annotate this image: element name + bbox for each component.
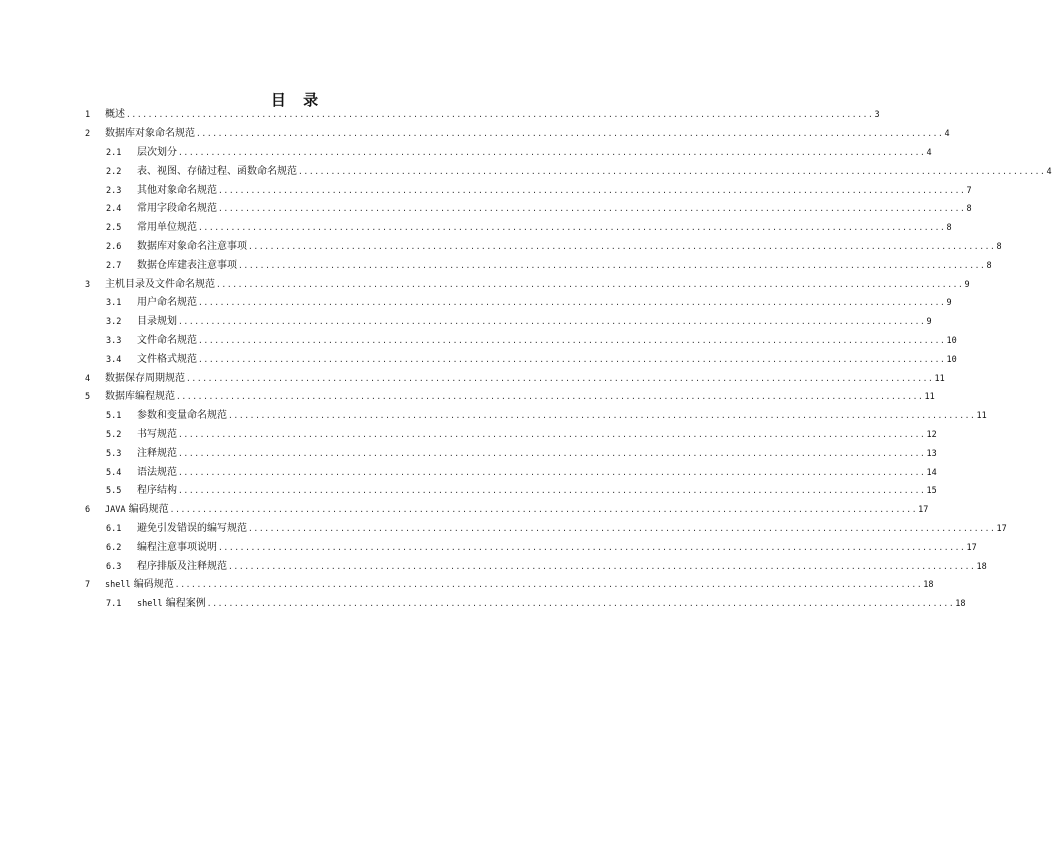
toc-entry-number: 3.2 — [106, 317, 122, 328]
toc-entry[interactable] — [106, 256, 992, 275]
toc-entry-number: 6 — [85, 505, 91, 516]
toc-entry-page-number: 17 — [918, 505, 929, 516]
toc-dot-leader: .......................................................................................................................................... — [298, 166, 1046, 176]
toc-entry[interactable] — [106, 520, 1007, 539]
toc-entry[interactable] — [106, 595, 966, 614]
toc-entry[interactable] — [106, 144, 932, 163]
toc-entry[interactable] — [85, 125, 950, 144]
toc-dot-leader: .......................................................................................................................................... — [218, 542, 966, 552]
toc-entry-page-number: 11 — [976, 411, 987, 422]
toc-entry-label: 层次划分 — [137, 146, 177, 158]
toc-entry-number: 5.4 — [106, 467, 122, 478]
toc-entry-label: 数据库对象命名规范 — [105, 128, 195, 140]
toc-entry-number: 7.1 — [106, 599, 122, 610]
toc-entry-page-number: 18 — [923, 580, 934, 591]
toc-dot-leader: .......................................................................................................................................... — [178, 467, 926, 477]
toc-entry-number: 3.3 — [106, 335, 122, 346]
toc-entry-label: JAVA 编码规范 — [105, 504, 169, 516]
toc-entry[interactable] — [106, 313, 932, 332]
toc-entry-number: 5.1 — [106, 411, 122, 422]
toc-entry[interactable] — [106, 294, 952, 313]
toc-entry[interactable] — [85, 106, 880, 125]
toc-entry-page-number: 11 — [924, 392, 935, 403]
toc-entry[interactable] — [106, 444, 937, 463]
toc-dot-leader: .......................................................................................................................................... — [178, 486, 926, 496]
toc-entry[interactable] — [106, 538, 977, 557]
toc-entry[interactable] — [106, 200, 972, 219]
toc-entry[interactable] — [85, 501, 929, 520]
toc-entry-number: 2.1 — [106, 147, 122, 158]
toc-entry-page-number: 10 — [946, 335, 957, 346]
toc-dot-leader: .......................................................................................................................................... — [218, 204, 966, 214]
toc-entry[interactable] — [106, 181, 972, 200]
toc-entry-number: 2.4 — [106, 204, 122, 215]
toc-entry-label: 编程注意事项说明 — [137, 541, 217, 553]
toc-entry-page-number: 8 — [946, 223, 952, 234]
toc-entry[interactable] — [106, 426, 937, 445]
toc-entry[interactable] — [85, 576, 934, 595]
toc-dot-leader: .......................................................................................................................................... — [228, 411, 976, 421]
toc-entry-page-number: 11 — [934, 373, 945, 384]
toc-entry-label: shell 编码规范 — [105, 579, 174, 591]
toc-entry-label: 概述 — [105, 109, 125, 121]
toc-dot-leader: .......................................................................................................................................... — [206, 599, 955, 609]
toc-entry-number: 5 — [85, 392, 91, 403]
toc-dot-leader: .......................................................................................................................................... — [196, 129, 944, 139]
toc-entry-label: 文件格式规范 — [137, 353, 197, 365]
toc-entry-number: 3.4 — [106, 354, 122, 365]
toc-entry-number: 6.3 — [106, 561, 122, 572]
toc-entry-label: 数据仓库建表注意事项 — [137, 259, 237, 271]
toc-entry[interactable] — [85, 388, 935, 407]
toc-dot-leader: .......................................................................................................................................... — [178, 317, 926, 327]
toc-entry-page-number: 8 — [966, 204, 972, 215]
toc-entry-label: 常用字段命名规范 — [137, 203, 217, 215]
toc-entry-page-number: 15 — [926, 486, 937, 497]
toc-entry-number: 3 — [85, 279, 91, 290]
toc-entry-page-number: 7 — [966, 185, 972, 196]
toc-entry-page-number: 13 — [926, 448, 937, 459]
toc-dot-leader: .......................................................................................................................................... — [178, 448, 926, 458]
toc-entry-label: 数据库编程规范 — [105, 391, 175, 403]
toc-entry-page-number: 4 — [1046, 166, 1052, 177]
toc-entry-page-number: 17 — [996, 523, 1007, 534]
toc-entry-label: 数据库对象命名注意事项 — [137, 240, 247, 252]
toc-entry[interactable] — [106, 219, 952, 238]
toc-entry-page-number: 17 — [966, 542, 977, 553]
toc-entry[interactable] — [85, 369, 945, 388]
toc-entry-page-number: 4 — [944, 129, 950, 140]
toc-entry-number: 2.3 — [106, 185, 122, 196]
toc-entry-number: 3.1 — [106, 298, 122, 309]
toc-dot-leader: .......................................................................................................................................... — [174, 580, 923, 590]
toc-dot-leader: .......................................................................................................................................... — [248, 523, 996, 533]
toc-dot-leader: .......................................................................................................................................... — [248, 241, 996, 251]
toc-entry-label: 程序排版及注释规范 — [137, 560, 227, 572]
toc-entry-label: 语法规范 — [137, 466, 177, 478]
toc-entry-label: shell 编程案例 — [137, 598, 206, 610]
toc-dot-leader: .......................................................................................................................................... — [126, 110, 874, 120]
toc-dot-leader: .......................................................................................................................................... — [238, 260, 986, 270]
toc-dot-leader: .......................................................................................................................................... — [186, 373, 934, 383]
toc-entry-number: 5.3 — [106, 448, 122, 459]
toc-entry[interactable] — [85, 275, 970, 294]
toc-entry-number: 6.1 — [106, 523, 122, 534]
toc-dot-leader: .......................................................................................................................................... — [198, 298, 946, 308]
toc-entry-number: 2 — [85, 129, 91, 140]
toc-entry-label: 文件命名规范 — [137, 334, 197, 346]
toc-entry-page-number: 3 — [874, 110, 880, 121]
toc-dot-leader: .......................................................................................................................................... — [178, 147, 926, 157]
toc-entry-page-number: 4 — [926, 147, 932, 158]
toc-entry-label: 用户命名规范 — [137, 297, 197, 309]
toc-entry-number: 6.2 — [106, 542, 122, 553]
toc-dot-leader: .......................................................................................................................................... — [198, 335, 946, 345]
toc-entry-number: 1 — [85, 110, 91, 121]
toc-entry[interactable] — [106, 332, 957, 351]
toc-entry-number: 4 — [85, 373, 91, 384]
toc-dot-leader: .......................................................................................................................................... — [218, 185, 966, 195]
toc-dot-leader: .......................................................................................................................................... — [198, 354, 946, 364]
toc-entry-number: 2.2 — [106, 166, 122, 177]
toc-entry-label: 程序结构 — [137, 485, 177, 497]
toc-title: 目 录 — [270, 91, 325, 109]
toc-entry-label: 常用单位规范 — [137, 222, 197, 234]
toc-entry-page-number: 10 — [946, 354, 957, 365]
toc-dot-leader: .......................................................................................................................................... — [228, 561, 976, 571]
toc-dot-leader: .......................................................................................................................................... — [216, 279, 964, 289]
toc-entry-label: 注释规范 — [137, 447, 177, 459]
toc-entry-label: 表、视图、存储过程、函数命名规范 — [137, 165, 297, 177]
toc-entry[interactable] — [106, 407, 987, 426]
toc-dot-leader: .......................................................................................................................................... — [169, 505, 918, 515]
toc-entry[interactable] — [106, 557, 987, 576]
toc-entry-page-number: 12 — [926, 429, 937, 440]
toc-entry-page-number: 8 — [996, 241, 1002, 252]
toc-entry-page-number: 14 — [926, 467, 937, 478]
toc-entry[interactable] — [106, 238, 1002, 257]
toc-entry-label: 书写规范 — [137, 428, 177, 440]
toc-entry-number: 7 — [85, 580, 91, 591]
toc-entry-label: 目录规划 — [137, 316, 177, 328]
toc-entry-number: 5.5 — [106, 486, 122, 497]
toc-dot-leader: .......................................................................................................................................... — [176, 392, 924, 402]
toc-entry-page-number: 9 — [946, 298, 952, 309]
toc-entry-label: 主机目录及文件命名规范 — [105, 278, 215, 290]
toc-entry-page-number: 18 — [955, 599, 966, 610]
toc-entry-label: 参数和变量命名规范 — [137, 410, 227, 422]
toc-entry-page-number: 8 — [986, 260, 992, 271]
toc-entry[interactable] — [106, 482, 937, 501]
toc-entry-label: 数据保存周期规范 — [105, 372, 185, 384]
toc-entry[interactable] — [106, 463, 937, 482]
toc-entry-number: 2.6 — [106, 241, 122, 252]
toc-dot-leader: .......................................................................................................................................... — [178, 429, 926, 439]
toc-entry[interactable] — [106, 162, 1052, 181]
toc-entry[interactable] — [106, 350, 957, 369]
toc-dot-leader: .......................................................................................................................................... — [198, 223, 946, 233]
toc-entry-page-number: 9 — [964, 279, 970, 290]
toc-entry-number: 2.7 — [106, 260, 122, 271]
toc-entry-page-number: 9 — [926, 317, 932, 328]
toc-entry-label: 其他对象命名规范 — [137, 184, 217, 196]
toc-entry-label: 避免引发错误的编写规范 — [137, 522, 247, 534]
toc-entry-number: 5.2 — [106, 429, 122, 440]
toc-entry-page-number: 18 — [976, 561, 987, 572]
toc-entry-number: 2.5 — [106, 223, 122, 234]
